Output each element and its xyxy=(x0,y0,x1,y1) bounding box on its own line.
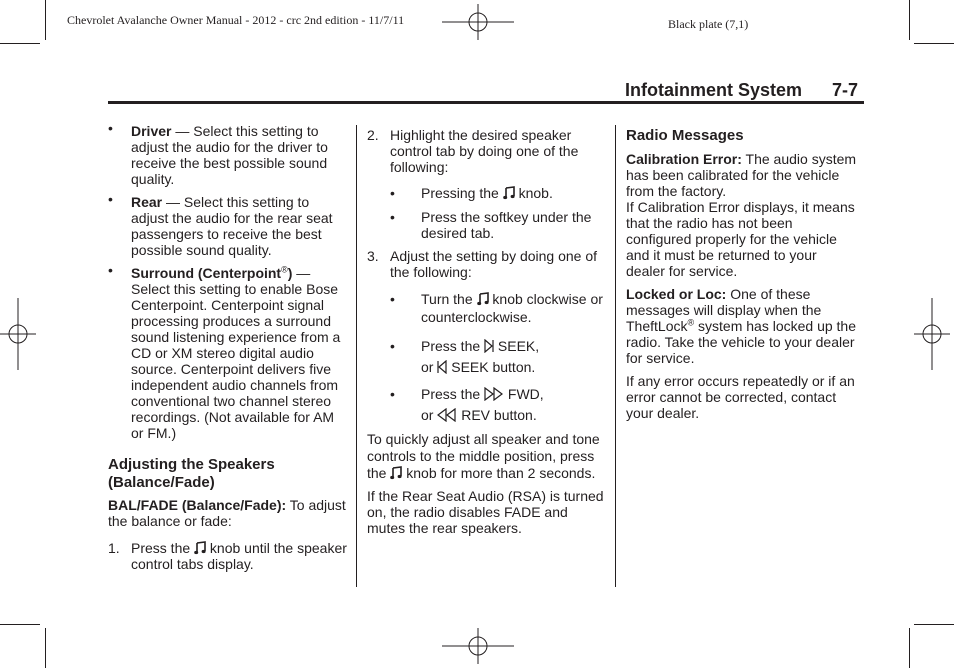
column-right xyxy=(626,127,858,421)
text: knob for more than 2 seconds. xyxy=(402,465,596,481)
description: — Select this setting to enable Bose Centerpoint. Centerpoint signal processing produces a surround sound listening experience from a CD or XM stereo digital audio source. Centerpoint delivers five independent audio channels from conventional two channel stereo recordings. (Not available for AM or FM.) xyxy=(131,265,341,441)
step-item xyxy=(108,540,348,572)
text: knob until the speaker control tabs display. xyxy=(131,540,347,572)
term: Driver xyxy=(131,123,172,139)
page-number: 7-7 xyxy=(832,80,859,100)
paragraph xyxy=(367,431,607,482)
text: Turn the xyxy=(421,291,477,307)
text: FWD, xyxy=(504,386,544,402)
term: BAL/FADE (Balance/Fade): xyxy=(108,497,287,513)
text: To quickly adjust all speaker and tone controls to the middle position, press the xyxy=(367,431,600,481)
registered-mark: ® xyxy=(281,264,288,275)
step-number: 1. xyxy=(108,540,120,556)
seek-up-icon xyxy=(484,339,494,353)
column-divider xyxy=(356,125,357,587)
term-close: ) xyxy=(287,265,293,281)
text: SEEK, xyxy=(494,338,540,354)
subsection-heading: Radio Messages xyxy=(626,127,744,144)
text: Adjust the setting by doing one of the following: xyxy=(390,248,598,280)
text: Highlight the desired speaker control tab by doing one of the following: xyxy=(390,127,579,175)
registration-mark-top xyxy=(442,4,514,40)
paragraph: If any error occurs repeatedly or if an error cannot be corrected, contact your dealer. xyxy=(626,373,855,421)
section-name: Infotainment System xyxy=(625,80,803,100)
term: Rear xyxy=(131,194,163,210)
manual-header-line: Chevrolet Avalanche Owner Manual - 2012 - crc 2nd edition - 11/7/11 xyxy=(67,13,405,27)
text: Press the xyxy=(421,386,485,402)
text: or xyxy=(421,407,438,423)
text: SEEK button. xyxy=(447,359,536,375)
registration-mark-left xyxy=(0,298,36,370)
list-item: • Press the softkey under the desired tab. xyxy=(390,209,592,241)
description: To adjust the balance or fade: xyxy=(108,497,346,529)
text: Press the xyxy=(131,540,195,556)
text: knob clockwise or counterclockwise. xyxy=(421,291,603,325)
list-item: • Pressing the knob. xyxy=(390,185,553,201)
text: Press the xyxy=(421,338,485,354)
text: REV button. xyxy=(457,407,537,423)
text: knob. xyxy=(514,185,553,201)
column-left xyxy=(108,120,348,572)
column-divider xyxy=(615,125,616,587)
fast-forward-icon xyxy=(484,387,504,401)
music-note-icon xyxy=(477,292,489,306)
step-item xyxy=(367,127,607,175)
list-item: • Turn the knob clockwise or counterclockwise. xyxy=(390,291,603,325)
list-item: • Press the SEEK, or SEEK button. xyxy=(390,338,540,375)
paragraph: If Calibration Error displays, it means that the radio has not been configured properly for the vehicle and it must be returned to your dealer for service. xyxy=(626,199,855,279)
step-number: 3. xyxy=(367,248,379,264)
text: Press the softkey under the desired tab. xyxy=(421,209,592,241)
term: Calibration Error: xyxy=(626,151,742,167)
music-note-icon xyxy=(390,466,402,480)
term: Locked or Loc: xyxy=(626,286,727,302)
registration-mark-right xyxy=(914,298,950,370)
list-item: • Rear — Select this setting to adjust the audio for the rear seat passengers to receive the best possible sound quality. xyxy=(108,191,333,258)
subsection-heading: Adjusting the Speakers (Balance/Fade) xyxy=(108,456,275,491)
column-middle xyxy=(367,127,607,536)
description: One of these messages will display when the TheftLock xyxy=(626,286,822,334)
paragraph xyxy=(626,151,858,199)
step-number: 2. xyxy=(367,127,379,143)
section-title xyxy=(625,80,858,101)
text: or xyxy=(421,359,438,375)
step-item xyxy=(367,248,607,280)
paragraph xyxy=(108,497,348,529)
term: Surround (Centerpoint xyxy=(131,265,282,281)
title-rule xyxy=(108,101,864,104)
registration-mark-bottom xyxy=(442,628,514,664)
text: Pressing the xyxy=(421,185,503,201)
plate-label: Black plate (7,1) xyxy=(668,17,749,31)
paragraph: If the Rear Seat Audio (RSA) is turned on, the radio disables FADE and mutes the rear speakers. xyxy=(367,488,604,536)
description: system has locked up the radio. Take the vehicle to your dealer for service. xyxy=(626,318,856,366)
music-note-icon xyxy=(194,541,206,555)
paragraph xyxy=(626,286,858,366)
list-item: • Driver — Select this setting to adjust the audio for the driver to receive the best possible sound quality. xyxy=(108,120,328,187)
description: The audio system has been calibrated for the vehicle from the factory. xyxy=(626,151,857,199)
description: — Select this setting to adjust the audio for the rear seat passengers to receive the best possible sound quality. xyxy=(131,194,333,258)
music-note-icon xyxy=(503,186,515,200)
list-item: • Press the FWD, or REV button. xyxy=(390,386,544,423)
seek-down-icon xyxy=(437,360,447,374)
rewind-icon xyxy=(437,408,457,422)
registered-mark: ® xyxy=(687,317,695,328)
list-item: • Surround (Centerpoint®) — Select this setting to enable Bose Centerpoint. Centerpoint signal processing produces a surround sound listening experience from a CD or XM stereo digital audio source. Centerpoint delivers five independent audio channels from conventional two channel stereo recordings. (Not available for AM or FM.) xyxy=(108,262,341,441)
description: — Select this setting to adjust the audio for the driver to receive the best possible sound quality. xyxy=(131,123,328,187)
